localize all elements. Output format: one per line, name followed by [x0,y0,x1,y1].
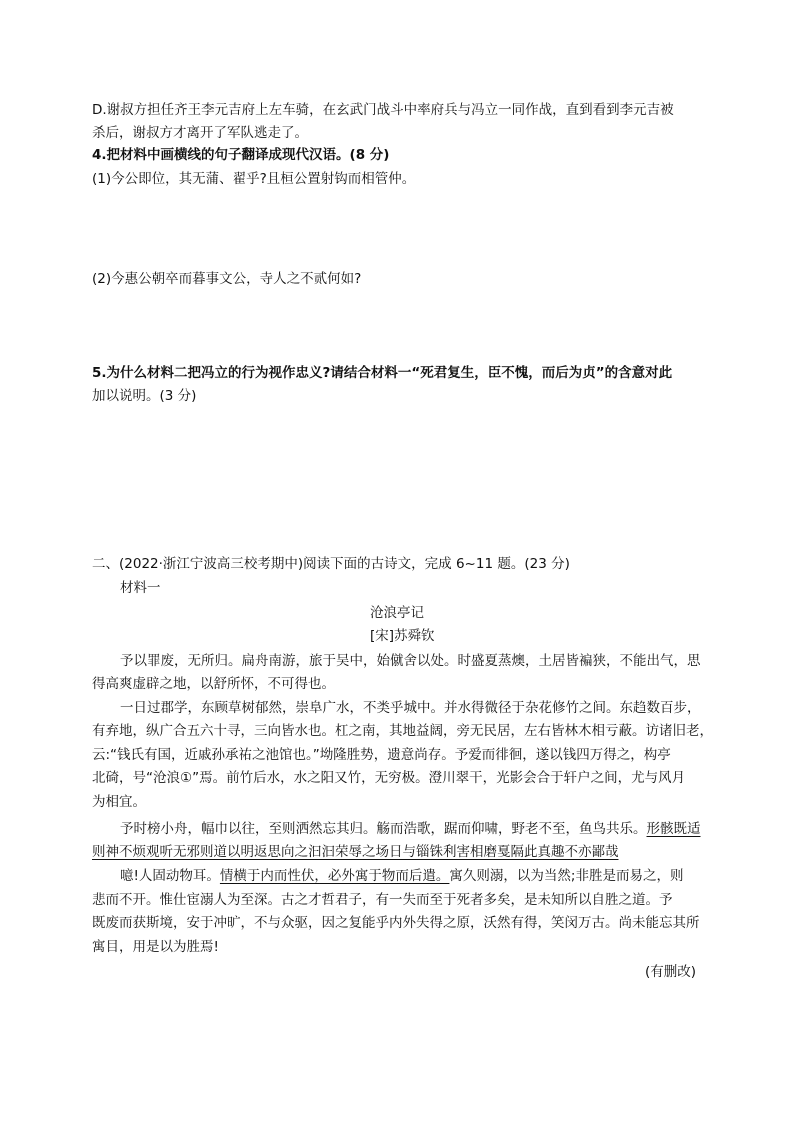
plain-text: 予时榜小舟，幅巾以往，至则洒然忘其归。觞而浩歌，踞而仰啸，野老不至，鱼鸟共乐。 [120,821,647,837]
question-5-line-2: 加以说明。(3 分) [92,388,197,404]
paragraph-line: 既废而获斯境，安于冲旷，不与众驱，因之复能乎内外失得之原，沃然有得，笑闵万古。尚未能忘其所 [92,915,700,931]
section-2-header: 二、(2022·浙江宁波高三校考期中)阅读下面的古诗文，完成 6~11 题。(23 分) [92,556,570,572]
option-d-line-1: D.谢叔方担任齐王李元吉府上左车骑，在玄武门战斗中率府兵与冯立一同作战，直到看到李元吉被 [92,102,674,118]
option-d-line-2: 杀后，谢叔方才离开了军队逃走了。 [92,125,308,141]
material-label: 材料一 [120,580,161,596]
question-4-title: 4.把材料中画横线的句子翻译成现代汉语。(8 分) [92,147,390,163]
paragraph-line: 一日过郡学，东顾草树郁然，崇阜广水，不类乎城中。并水得微径于杂花修竹之间。东趋数百步， [120,700,701,716]
plain-text: 寓久则溺，以为当然;非胜是而易之，则 [449,868,684,884]
paragraph-line: 为相宜。 [92,794,146,810]
paragraph-line: 北碕，号“沧浪①”焉。前竹后水，水之阳又竹，无穷极。澄川翠干，光影会合于轩户之间，尤与风月 [92,770,686,786]
underlined-sentence: 则神不烦观听无邪则道以明返思向之汩汩荣辱之场日与锱铢利害相磨戛隔此真趣不亦鄙哉 [92,844,619,860]
paragraph-line: 有弃地，纵广合五六十寻，三向皆水也。杠之南，其地益阔，旁无民居，左右皆林木相亏蔽。访诸旧老， [92,723,713,739]
underlined-sentence: 情横于内而性伏，必外寓于物而后遣。 [219,868,450,884]
paragraph-line: 云:“钱氏有国，近戚孙承祐之池馆也。”坳隆胜势，遗意尚存。予爱而徘徊，遂以钱四万得之，构亭 [92,747,671,763]
paragraph-line [92,843,619,861]
essay-author: [宋]苏舜钦 [370,628,435,644]
paragraph-line: 得高爽虚辟之地，以舒所怀，不可得也。 [92,676,335,692]
paragraph-line [120,867,683,885]
question-5-line-1: 5.为什么材料二把冯立的行为视作忠义?请结合材料一“死君复生，臣不愧，而后为贞”的含意对此 [92,365,673,381]
plain-text: 噫!人固动物耳。 [120,868,220,884]
edit-note: (有删改) [644,964,696,980]
essay-title: 沧浪亭记 [370,605,424,621]
paragraph-line [120,820,701,838]
question-4-item-1: (1)今公即位，其无蒲、翟乎?且桓公置射钩而相管仲。 [92,171,416,187]
paragraph-line: 予以罪废，无所归。扁舟南游，旅于吴中，始僦舍以处。时盛夏蒸燠，土居皆褊狭，不能出气，思 [120,653,701,669]
paragraph-line: 悲而不开。惟仕宦溺人为至深。古之才哲君子，有一失而至于死者多矣，是未知所以自胜之道。予 [92,892,673,908]
underlined-sentence: 形骸既适 [646,821,701,837]
paragraph-line: 寓目，用是以为胜焉! [92,939,219,955]
question-4-item-2: (2)今惠公朝卒而暮事文公，寺人之不贰何如? [92,271,362,287]
